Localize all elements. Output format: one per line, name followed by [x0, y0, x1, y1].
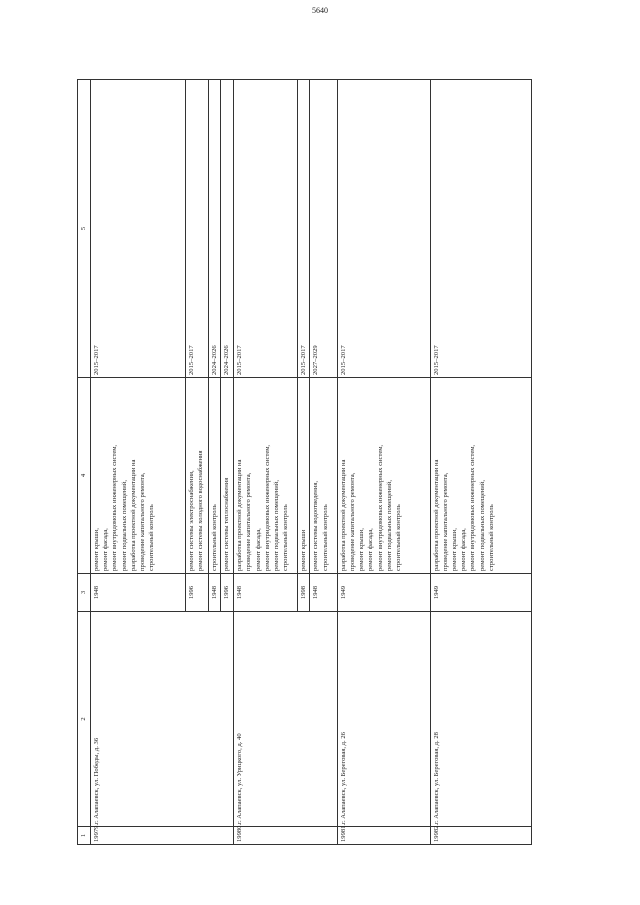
work-item: ремонт системы водоотведения,	[312, 480, 320, 571]
works-list	[337, 378, 430, 574]
build-year: 1948	[310, 574, 337, 612]
work-item: проведение капитального ремонта,	[349, 472, 357, 571]
repair-period: 2015–2017	[297, 80, 310, 378]
works-list	[297, 378, 310, 574]
repair-period: 2027–2029	[310, 80, 337, 378]
entry-number: 19979.	[91, 827, 234, 845]
work-item: ремонт крыши,	[93, 528, 100, 571]
repair-schedule-table	[77, 79, 532, 845]
repair-period: 2015–2017	[185, 80, 208, 378]
work-item: ремонт крыши,	[451, 528, 459, 571]
work-item: ремонт внутридомовых инженерных систем,	[376, 444, 384, 571]
header-row	[78, 80, 91, 845]
header-cell: 1	[78, 827, 91, 845]
work-item: ремонт внутридомовых инженерных систем,	[263, 444, 271, 571]
work-item: строительный контроль	[395, 504, 403, 571]
work-item: ремонт крыши	[299, 529, 307, 571]
work-item: разработка проектной документации на	[339, 459, 347, 571]
work-item: ремонт фасада,	[367, 528, 375, 571]
work-item: строительный контроль	[487, 504, 495, 571]
header-cell: 2	[78, 612, 91, 827]
entry-address: г. Алапаевск, ул. Победы, д. 36	[91, 612, 234, 827]
entry-address: г. Алапаевск, ул. Береговая, д. 28	[430, 612, 531, 827]
work-item: ремонт фасада,	[102, 528, 110, 571]
work-item: ремонт системы теплоснабжения	[223, 477, 231, 571]
table-body	[91, 80, 532, 845]
work-item: проведение капитального ремонта,	[441, 472, 449, 571]
work-item: ремонт системы электроснабжения,	[187, 470, 195, 571]
work-item: ремонт подвальных помещений,	[273, 480, 281, 571]
entry-number: 19980.	[234, 827, 338, 845]
works-list	[221, 378, 234, 574]
page-number: 5640	[312, 6, 328, 15]
build-year: 1996	[221, 574, 234, 612]
table-row	[430, 80, 531, 845]
repair-period: 2024–2026	[221, 80, 234, 378]
work-item: разработка проектной документации на	[432, 459, 440, 571]
work-item: ремонт подвальных помещений,	[120, 480, 128, 571]
work-item: проведение капитального ремонта,	[139, 472, 147, 571]
work-item: ремонт подвальных помещений,	[385, 480, 393, 571]
build-year: 1998	[297, 574, 310, 612]
work-item: строительный контроль	[148, 504, 156, 571]
table-row	[91, 80, 186, 845]
header-cell: 4	[78, 378, 91, 574]
works-list	[91, 378, 186, 574]
entry-address: г. Алапаевск, ул. Береговая, д. 26	[337, 612, 430, 827]
works-list	[310, 378, 337, 574]
works-list	[234, 378, 297, 574]
works-list	[430, 378, 531, 574]
work-item: ремонт внутридомовых инженерных систем,	[469, 444, 477, 571]
work-item: ремонт фасада,	[460, 528, 468, 571]
build-year: 1949	[430, 574, 531, 612]
works-list	[185, 378, 208, 574]
work-item: разработка проектной документации на	[236, 459, 244, 571]
entry-number: 19981.	[337, 827, 430, 845]
repair-period: 2015–2017	[234, 80, 297, 378]
table-row	[337, 80, 430, 845]
work-item: проведение капитального ремонта,	[245, 472, 253, 571]
works-list	[208, 378, 221, 574]
build-year: 1948	[234, 574, 297, 612]
entry-address: г. Алапаевск, ул. Урицкого, д. 40	[234, 612, 338, 827]
build-year: 1948	[208, 574, 221, 612]
build-year: 1948	[91, 574, 186, 612]
build-year: 1949	[337, 574, 430, 612]
work-item: ремонт крыши,	[358, 528, 366, 571]
header-cell: 3	[78, 574, 91, 612]
repair-period: 2015–2017	[91, 80, 186, 378]
build-year: 1996	[185, 574, 208, 612]
work-item: строительный контроль	[282, 504, 290, 571]
work-item: разработка проектной документации на	[129, 459, 137, 571]
repair-period: 2015–2017	[337, 80, 430, 378]
header-cell: 5	[78, 80, 91, 378]
work-item: ремонт фасада,	[254, 528, 262, 571]
entry-number: 19982.	[430, 827, 531, 845]
repair-period: 2024–2026	[208, 80, 221, 378]
work-item: ремонт системы холодного водоснабжения	[197, 450, 205, 571]
rotated-table-area	[77, 80, 532, 845]
work-item: строительный контроль	[210, 504, 218, 571]
work-item: ремонт подвальных помещений,	[478, 480, 486, 571]
repair-period: 2015–2017	[430, 80, 531, 378]
work-item: ремонт внутридомовых инженерных систем,	[111, 444, 119, 571]
work-item: строительный контроль	[321, 504, 329, 571]
table-row	[234, 80, 297, 845]
